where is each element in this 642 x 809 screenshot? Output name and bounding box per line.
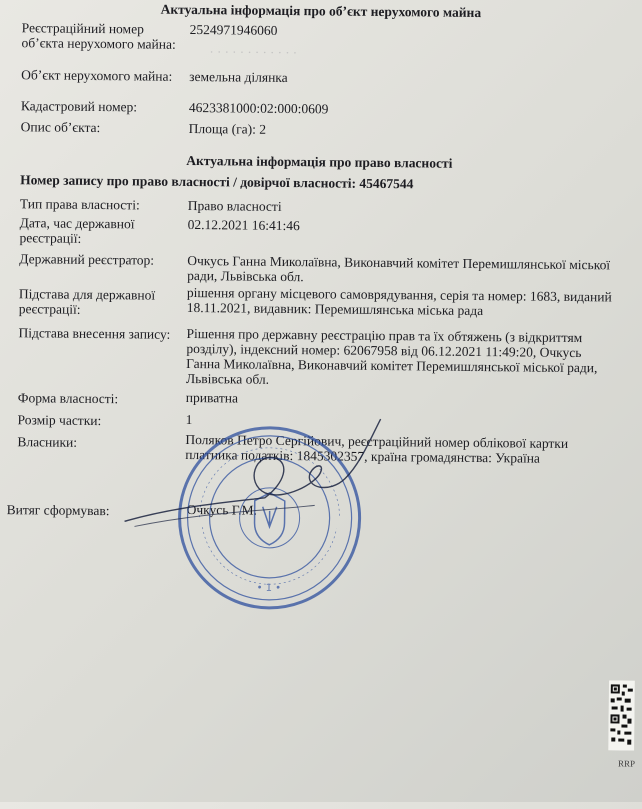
ownership-section-title: Актуальна інформація про право власності (186, 152, 453, 171)
ownership-form-label: Форма власності: (17, 390, 119, 407)
description-label: Опис об’єкта: (20, 119, 101, 136)
basis-value: рішення органу місцевого самоврядування, серія та номер: 1683, виданий 18.11.2021, видавник: Перемишлянська міська рада (186, 284, 612, 319)
extract-formed-label: Витяг сформував: (6, 502, 110, 519)
signature-icon (114, 411, 395, 554)
bleed-through-text: · · · · · · · · · · · · (209, 44, 298, 61)
reg-number-label: Реєстраційний номер об’єкта нерухомого майна: (21, 20, 176, 52)
ownership-form-value: приватна (185, 389, 239, 406)
extract-formed-value: Очкусь Г.М. (186, 501, 257, 518)
entry-basis-label: Підстава внесення запису: (18, 325, 171, 342)
cadastral-value: 4623381000:02:000:0609 (188, 99, 329, 117)
svg-text:• 1 •: • 1 • (256, 582, 282, 594)
right-type-label: Тип права власності: (19, 196, 140, 213)
owners-value: Поляков Петро Сергійович, реєстраційний номер облікової картки платника податків: 1845302357, країна громадянства: Україна (185, 431, 569, 466)
reg-number-value: 2524971946060 (189, 21, 278, 38)
share-label: Розмір частки: (17, 412, 102, 429)
reg-date-value: 02.12.2021 16:41:46 (187, 216, 300, 234)
reg-date-label: Дата, час державної реєстрації: (19, 215, 135, 246)
basis-label: Підстава для державної реєстрації: (18, 286, 156, 317)
record-number: Номер запису про право власності / довірчої власності: 45467544 (20, 172, 414, 192)
cadastral-label: Кадастровий номер: (20, 98, 138, 115)
object-value: земельна ділянка (189, 68, 288, 86)
registrar-label: Державний реєстратор: (19, 251, 155, 268)
entry-basis-value: Рішення про державну реєстрацію прав та їх обтяжень (з відкриттям розділу), індексний номер: 62067958 від 06.12.2021 11:49:20, Очкусь Ганна Миколаївна, Виконавчий комітет Перемишлянської міської ради, Львівська обл. (185, 325, 598, 387)
description-value: Площа (га): 2 (188, 120, 267, 137)
owners-label: Власники: (17, 434, 78, 450)
object-section-title: Актуальна інформація про об’єкт нерухомого майна (160, 1, 482, 21)
qr-code-icon (608, 680, 635, 750)
object-label: Об’єкт нерухомого майна: (21, 67, 173, 84)
registrar-value: Очкусь Ганна Миколаївна, Виконавчий комітет Перемишлянської міської ради, Львівська обл. (187, 252, 611, 285)
footer-code: RRP (617, 758, 636, 769)
share-value: 1 (185, 411, 193, 428)
right-type-value: Право власності (187, 197, 282, 214)
